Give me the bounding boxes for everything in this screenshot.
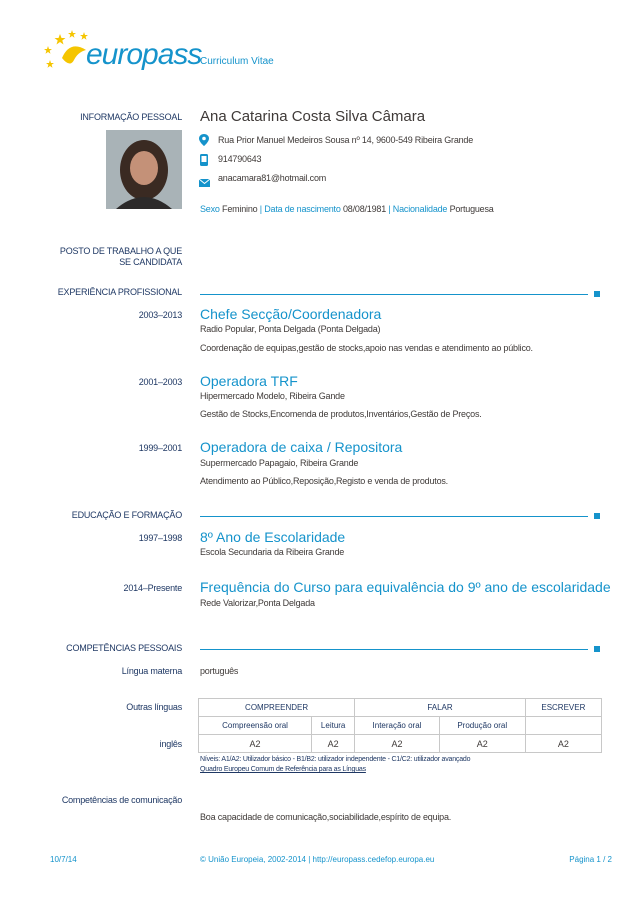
header-speaking: FALAR (355, 699, 526, 717)
level-cell: A2 (199, 735, 312, 753)
section-label-personal: INFORMAÇÃO PESSOAL (80, 112, 182, 122)
education-title: Frequência do Curso para equivalência do 9º ano de escolaridade (200, 579, 611, 595)
section-marker (594, 646, 600, 652)
subheader: Interação oral (355, 717, 440, 735)
language-name: inglês (159, 739, 182, 749)
job-title: Chefe Secção/Coordenadora (200, 306, 382, 322)
employer: Radio Popular, Ponta Delgada (Ponta Delgada) (200, 324, 381, 334)
levels-note: Níveis: A1/A2: Utilizador básico - B1/B2: utilizador independente - C1/C2: utilizador avançado (200, 756, 471, 763)
subheader: Compreensão oral (199, 717, 312, 735)
sex-label: Sexo (200, 204, 220, 214)
language-table (198, 698, 602, 753)
section-divider (200, 516, 588, 517)
personal-details-line (200, 204, 494, 214)
education-dates: 2014–Presente (123, 583, 182, 593)
header-understanding: COMPREENDER (199, 699, 355, 717)
section-label-job-target-1: POSTO DE TRABALHO A QUE (59, 246, 182, 256)
section-label-job-target-2: SE CANDIDATA (119, 257, 182, 267)
section-divider (200, 294, 588, 295)
phone: 914790643 (218, 154, 262, 164)
person-name: Ana Catarina Costa Silva Câmara (200, 108, 426, 125)
separator: | (388, 204, 391, 214)
phone-icon (200, 153, 208, 171)
email-icon (199, 174, 210, 192)
nationality-value: Portuguesa (449, 204, 494, 214)
dob-label: Data de nascimento (264, 204, 341, 214)
level-cell: A2 (355, 735, 440, 753)
section-divider (200, 649, 588, 650)
experience-dates: 2003–2013 (138, 310, 182, 320)
cefr-link[interactable]: Quadro Europeu Comum de Referência para as Línguas (200, 766, 366, 773)
header-writing: ESCREVER (525, 699, 601, 717)
europass-logo (42, 28, 202, 78)
email[interactable]: anacamara81@hotmail.com (218, 173, 327, 183)
education-org: Rede Valorizar,Ponta Delgada (200, 598, 315, 608)
dob-value: 08/08/1981 (342, 204, 387, 214)
employer: Supermercado Papagaio, Ribeira Grande (200, 458, 359, 468)
job-description: Coordenação de equipas,gestão de stocks,apoio nas vendas e atendimento ao público. (200, 343, 533, 353)
footer-date: 10/7/14 (50, 855, 77, 864)
job-title: Operadora TRF (200, 373, 298, 389)
education-org: Escola Secundaria da Ribeira Grande (200, 547, 345, 557)
section-label-skills: COMPETÊNCIAS PESSOAIS (66, 643, 182, 653)
communication-value: Boa capacidade de comunicação,sociabilidade,espírito de equipa. (200, 812, 452, 822)
communication-label: Competências de comunicação (61, 795, 182, 805)
section-marker (594, 291, 600, 297)
subheader: Leitura (312, 717, 355, 735)
education-dates: 1997–1998 (138, 533, 182, 543)
subheader-empty (525, 717, 601, 735)
section-label-experience: EXPERIÊNCIA PROFISSIONAL (57, 287, 182, 297)
education-title: 8º Ano de Escolaridade (200, 529, 346, 545)
experience-dates: 1999–2001 (138, 443, 182, 453)
section-label-education: EDUCAÇÃO E FORMAÇÃO (71, 510, 182, 520)
location-pin-icon (199, 133, 209, 151)
document-title: Curriculum Vitae (200, 56, 274, 67)
level-cell: A2 (439, 735, 525, 753)
job-description: Atendimento ao Público,Reposição,Registo e venda de produtos. (200, 476, 448, 486)
employer: Hipermercado Modelo, Ribeira Gande (200, 391, 345, 401)
experience-dates: 2001–2003 (138, 377, 182, 387)
subheader: Produção oral (439, 717, 525, 735)
job-description: Gestão de Stocks,Encomenda de produtos,Inventários,Gestão de Preços. (200, 409, 482, 419)
logo-wordmark: europass (86, 38, 202, 71)
mother-tongue-label: Língua materna (121, 666, 182, 676)
job-title: Operadora de caixa / Repositora (200, 439, 403, 455)
footer-page-number: Página 1 / 2 (569, 855, 612, 864)
level-cell: A2 (312, 735, 355, 753)
separator: | (259, 204, 262, 214)
sex-value: Feminino (222, 204, 258, 214)
nationality-label: Nacionalidade (392, 204, 448, 214)
level-cell: A2 (525, 735, 601, 753)
other-languages-label: Outras línguas (126, 702, 182, 712)
address: Rua Prior Manuel Medeiros Sousa nº 14, 9600-549 Ribeira Grande (218, 135, 474, 145)
section-marker (594, 513, 600, 519)
mother-tongue-value: português (200, 666, 239, 676)
footer-copyright[interactable]: © União Europeia, 2002-2014 | http://europass.cedefop.europa.eu (200, 855, 435, 864)
avatar (106, 130, 182, 209)
